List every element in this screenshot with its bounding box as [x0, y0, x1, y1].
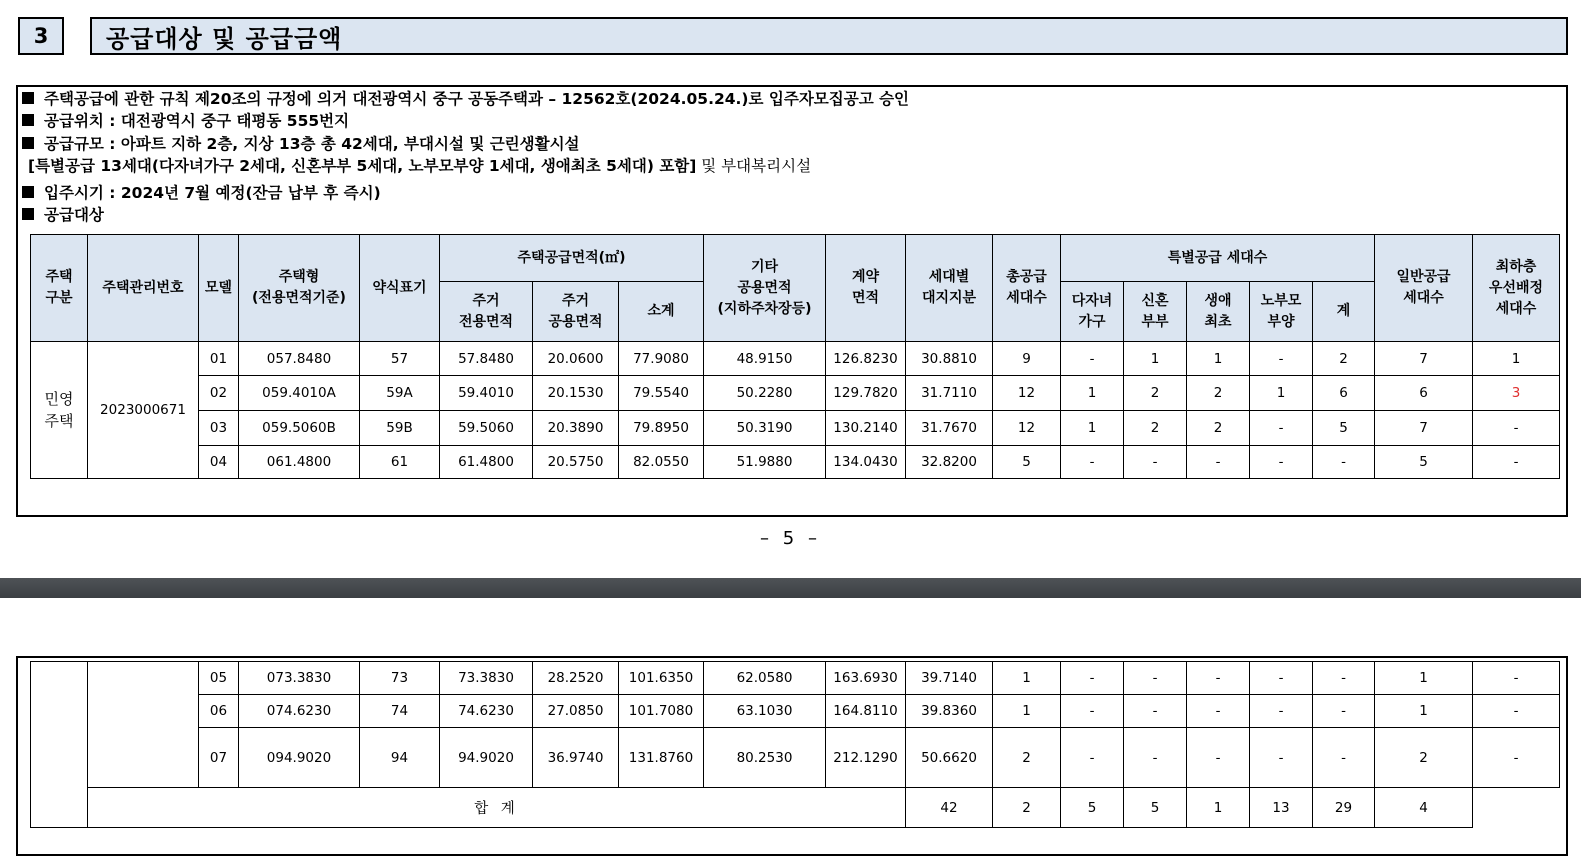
- table-cell: 73: [360, 662, 440, 695]
- table-cell: -: [1250, 662, 1313, 695]
- table-cell: 2: [1124, 376, 1187, 411]
- bullet-square-icon: [22, 186, 34, 198]
- table-cell: 2: [993, 728, 1061, 788]
- table-cell: 61.4800: [440, 446, 533, 479]
- table-cell: 48.9150: [704, 342, 826, 376]
- table-cell: -: [1061, 728, 1124, 788]
- table-cell: 12: [993, 411, 1061, 446]
- header-contract-area: 계약 면적: [826, 235, 906, 342]
- table-cell: -: [1250, 342, 1313, 376]
- header-newlywed: 신혼 부부: [1124, 282, 1187, 342]
- table-cell: 31.7670: [906, 411, 993, 446]
- table-cell: 39.7140: [906, 662, 993, 695]
- table-cell: 131.8760: [619, 728, 704, 788]
- table-cell: 50.2280: [704, 376, 826, 411]
- table-cell: 01: [199, 342, 239, 376]
- table-cell: -: [1473, 728, 1560, 788]
- header-sum: 계: [1313, 282, 1375, 342]
- table-cell: 20.3890: [533, 411, 619, 446]
- table-cell: 07: [199, 728, 239, 788]
- info-line-move-in: [22, 181, 381, 203]
- bullet-square-icon: [22, 114, 34, 126]
- table-cell: -: [1187, 728, 1250, 788]
- table-cell: 1: [1250, 376, 1313, 411]
- total-cell: 29: [1313, 788, 1375, 828]
- table-row: [31, 446, 1560, 479]
- header-elderly: 노부모 부양: [1250, 282, 1313, 342]
- table-cell: 61: [360, 446, 440, 479]
- header-multi-child: 다자녀 가구: [1061, 282, 1124, 342]
- info-text-light: 및 부대복리시설: [696, 157, 812, 175]
- supply-table-page-2: [30, 661, 1560, 828]
- table-cell: 130.2140: [826, 411, 906, 446]
- table-cell: -: [1313, 662, 1375, 695]
- table-cell: 59A: [360, 376, 440, 411]
- table-cell: 50.3190: [704, 411, 826, 446]
- table-row: [31, 411, 1560, 446]
- table-cell: 1: [1187, 342, 1250, 376]
- total-cell: 2: [993, 788, 1061, 828]
- table-cell: 06: [199, 695, 239, 728]
- table-cell: 02: [199, 376, 239, 411]
- table-cell: 03: [199, 411, 239, 446]
- table-cell: 57: [360, 342, 440, 376]
- header-short: 약식표기: [360, 235, 440, 342]
- table-cell: -: [1250, 446, 1313, 479]
- table-cell: 1: [993, 662, 1061, 695]
- header-land-share: 세대별 대지지분: [906, 235, 993, 342]
- table-cell: 2: [1187, 411, 1250, 446]
- table-cell: 59.5060: [440, 411, 533, 446]
- table-cell: 04: [199, 446, 239, 479]
- table-cell: 1: [993, 695, 1061, 728]
- housing-type-cell-continued: [31, 662, 88, 828]
- table-cell: 101.7080: [619, 695, 704, 728]
- table-cell: -: [1187, 662, 1250, 695]
- info-text: 공급위치 : 대전광역시 중구 태평동 555번지: [44, 112, 350, 130]
- table-row: [31, 342, 1560, 376]
- table-cell: 59B: [360, 411, 440, 446]
- table-cell: 31.7110: [906, 376, 993, 411]
- table-cell: -: [1187, 695, 1250, 728]
- table-cell: 57.8480: [440, 342, 533, 376]
- table-cell: 212.1290: [826, 728, 906, 788]
- bullet-square-icon: [22, 92, 34, 104]
- table-cell: -: [1124, 695, 1187, 728]
- table-cell: 36.9740: [533, 728, 619, 788]
- table-cell: 20.0600: [533, 342, 619, 376]
- header-supply-area: 주택공급면적(㎡): [440, 235, 704, 282]
- table-cell: 62.0580: [704, 662, 826, 695]
- table-row: [31, 376, 1560, 411]
- table-cell: 28.2520: [533, 662, 619, 695]
- header-common: 주거 공용면적: [533, 282, 619, 342]
- table-cell: 74.6230: [440, 695, 533, 728]
- table-cell: 6: [1375, 376, 1473, 411]
- table-cell: 2: [1124, 411, 1187, 446]
- table-cell: 30.8810: [906, 342, 993, 376]
- table-cell: -: [1313, 728, 1375, 788]
- table-cell: 1: [1375, 662, 1473, 695]
- table-cell: 101.6350: [619, 662, 704, 695]
- header-subtotal: 소계: [619, 282, 704, 342]
- table-cell: -: [1124, 728, 1187, 788]
- table-cell: 94: [360, 728, 440, 788]
- total-cell: 4: [1375, 788, 1473, 828]
- total-cell: 5: [1061, 788, 1124, 828]
- info-text: 공급규모 : 아파트 지하 2층, 지상 13층 총 42세대, 부대시설 및 근린생활시설: [44, 135, 580, 153]
- total-cell: 42: [906, 788, 993, 828]
- info-line-special-supply: [28, 154, 811, 176]
- table-cell: 129.7820: [826, 376, 906, 411]
- header-model: 모델: [199, 235, 239, 342]
- header-special-supply: 특별공급 세대수: [1061, 235, 1375, 282]
- table-cell: 79.8950: [619, 411, 704, 446]
- table-cell: -: [1313, 695, 1375, 728]
- table-cell: 057.8480: [239, 342, 360, 376]
- table-cell: 1: [1061, 411, 1124, 446]
- total-label: 합 계: [88, 788, 906, 828]
- header-general-supply: 일반공급 세대수: [1375, 235, 1473, 342]
- total-cell: 1: [1187, 788, 1250, 828]
- table-cell: 3: [1473, 376, 1560, 411]
- table-cell: 061.4800: [239, 446, 360, 479]
- table-cell: 1: [1124, 342, 1187, 376]
- info-text: 주택공급에 관한 규칙 제20조의 규정에 의거 대전광역시 중구 공동주택과 – 12562호(2024.05.24.)로 입주자모집공고 승인: [44, 90, 910, 108]
- table-cell: 094.9020: [239, 728, 360, 788]
- bullet-square-icon: [22, 208, 34, 220]
- table-cell: -: [1187, 446, 1250, 479]
- table-row: [31, 728, 1560, 788]
- table-cell: 074.6230: [239, 695, 360, 728]
- header-house-type: 주택형 (전용면적기준): [239, 235, 360, 342]
- mgmt-no-cell: 2023000671: [88, 342, 199, 479]
- table-cell: 79.5540: [619, 376, 704, 411]
- table-cell: 39.8360: [906, 695, 993, 728]
- table-cell: 059.4010A: [239, 376, 360, 411]
- table-cell: -: [1473, 446, 1560, 479]
- total-row: [31, 788, 1560, 828]
- table-cell: -: [1250, 695, 1313, 728]
- table-cell: 27.0850: [533, 695, 619, 728]
- header-total-supply: 총공급 세대수: [993, 235, 1061, 342]
- table-cell: 073.3830: [239, 662, 360, 695]
- table-cell: 77.9080: [619, 342, 704, 376]
- section-title: 공급대상 및 공급금액: [90, 17, 1568, 55]
- table-cell: 126.8230: [826, 342, 906, 376]
- info-line-approval: [22, 87, 909, 109]
- table-cell: 5: [993, 446, 1061, 479]
- table-cell: -: [1124, 446, 1187, 479]
- table-cell: 2: [1313, 342, 1375, 376]
- section-number: 3: [18, 17, 64, 55]
- table-cell: 20.5750: [533, 446, 619, 479]
- supply-table-page-1: [30, 234, 1560, 479]
- table-cell: 134.0430: [826, 446, 906, 479]
- table-cell: 63.1030: [704, 695, 826, 728]
- table-cell: 05: [199, 662, 239, 695]
- table-cell: 059.5060B: [239, 411, 360, 446]
- page-number: – 5 –: [760, 528, 821, 549]
- table-cell: 163.6930: [826, 662, 906, 695]
- table-cell: 12: [993, 376, 1061, 411]
- table-cell: -: [1473, 695, 1560, 728]
- total-cell: 5: [1124, 788, 1187, 828]
- table-cell: 51.9880: [704, 446, 826, 479]
- info-text: [특별공급 13세대(다자녀가구 2세대, 신혼부부 5세대, 노부모부양 1세대, 생애최초 5세대) 포함]: [28, 157, 697, 175]
- mgmt-no-cell-continued: [88, 662, 199, 788]
- total-cell: 13: [1250, 788, 1313, 828]
- table-cell: 164.8110: [826, 695, 906, 728]
- table-cell: -: [1061, 662, 1124, 695]
- table-row: [31, 662, 1560, 695]
- table-cell: -: [1061, 342, 1124, 376]
- table-cell: 1: [1375, 695, 1473, 728]
- housing-type-cell: 민영 주택: [31, 342, 88, 479]
- header-lowest-floor: 최하층 우선배정 세대수: [1473, 235, 1560, 342]
- info-line-scale: [22, 132, 580, 154]
- table-cell: 5: [1313, 411, 1375, 446]
- table-cell: 1: [1473, 342, 1560, 376]
- header-housing-type: 주택 구분: [31, 235, 88, 342]
- table-cell: 5: [1375, 446, 1473, 479]
- header-first-life: 생애 최초: [1187, 282, 1250, 342]
- info-text: 공급대상: [44, 206, 104, 224]
- table-cell: 32.8200: [906, 446, 993, 479]
- table-cell: -: [1313, 446, 1375, 479]
- table-cell: 7: [1375, 411, 1473, 446]
- table-cell: 2: [1187, 376, 1250, 411]
- table-cell: -: [1061, 695, 1124, 728]
- table-cell: 20.1530: [533, 376, 619, 411]
- table-cell: 50.6620: [906, 728, 993, 788]
- table-cell: 80.2530: [704, 728, 826, 788]
- table-cell: 1: [1061, 376, 1124, 411]
- table-cell: -: [1473, 662, 1560, 695]
- table-cell: 74: [360, 695, 440, 728]
- info-text: 입주시기 : 2024년 7월 예정(잔금 납부 후 즉시): [44, 184, 381, 202]
- table-cell: -: [1473, 411, 1560, 446]
- table-cell: 59.4010: [440, 376, 533, 411]
- table-cell: 2: [1375, 728, 1473, 788]
- info-line-target: [22, 203, 104, 225]
- table-row: [31, 695, 1560, 728]
- table-cell: 73.3830: [440, 662, 533, 695]
- table-cell: 9: [993, 342, 1061, 376]
- bullet-square-icon: [22, 137, 34, 149]
- table-cell: 7: [1375, 342, 1473, 376]
- table-cell: -: [1250, 411, 1313, 446]
- table-cell: -: [1124, 662, 1187, 695]
- info-line-location: [22, 109, 349, 131]
- page-divider: [0, 578, 1581, 598]
- table-cell: -: [1250, 728, 1313, 788]
- header-other-common: 기타 공용면적 (지하주차장등): [704, 235, 826, 342]
- header-mgmt-no: 주택관리번호: [88, 235, 199, 342]
- table-cell: 82.0550: [619, 446, 704, 479]
- table-cell: 94.9020: [440, 728, 533, 788]
- header-exclusive: 주거 전용면적: [440, 282, 533, 342]
- table-cell: 6: [1313, 376, 1375, 411]
- table-cell: -: [1061, 446, 1124, 479]
